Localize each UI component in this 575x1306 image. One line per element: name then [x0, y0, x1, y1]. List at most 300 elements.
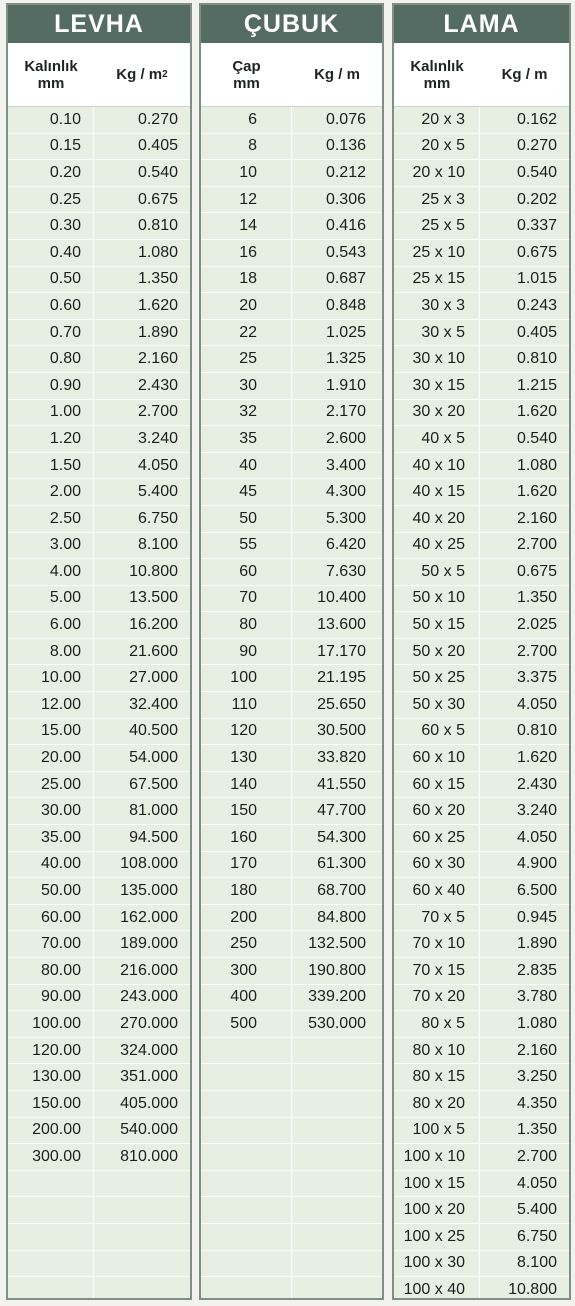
- table-row: [394, 985, 569, 1012]
- table-row: [8, 905, 190, 932]
- size-cell: 14: [201, 213, 292, 239]
- table-row: [8, 213, 190, 240]
- table-row: [8, 533, 190, 560]
- size-cell: 100 x 15: [394, 1171, 480, 1197]
- table-row: [394, 426, 569, 453]
- table-row: [394, 852, 569, 879]
- table-row: [201, 1011, 382, 1038]
- weight-cell: 1.890: [516, 935, 557, 953]
- table-row: [8, 559, 190, 586]
- weight-cell: 0.810: [516, 722, 557, 740]
- weight-cell: 190.800: [308, 961, 366, 979]
- size-cell: 50 x 25: [394, 665, 480, 691]
- size-cell: 6: [201, 107, 292, 133]
- size-cell: 100 x 10: [394, 1144, 480, 1170]
- table-row: [394, 958, 569, 985]
- size-cell: 140: [201, 772, 292, 798]
- table-row: [201, 559, 382, 586]
- weight-cell: 3.780: [516, 988, 557, 1006]
- size-cell: 0.50: [8, 267, 94, 293]
- empty-row: [201, 1224, 382, 1251]
- table-row: [201, 905, 382, 932]
- size-cell: 80 x 10: [394, 1038, 480, 1064]
- size-cell: 8.00: [8, 639, 94, 665]
- table-row: [394, 1224, 569, 1251]
- empty-cell: [8, 1197, 94, 1223]
- table-row: [394, 1091, 569, 1118]
- size-cell: 130: [201, 745, 292, 771]
- size-cell: 80 x 20: [394, 1091, 480, 1117]
- size-cell: 400: [201, 985, 292, 1011]
- table-row: [394, 346, 569, 373]
- size-cell: 0.10: [8, 107, 94, 133]
- weight-cell: 21.600: [129, 642, 178, 660]
- levha-weight-header: Kg / m 2: [116, 66, 168, 83]
- weight-cell: 0.405: [516, 323, 557, 341]
- weight-cell: 4.050: [137, 456, 178, 474]
- table-row: [201, 479, 382, 506]
- weight-cell: 1.080: [516, 456, 557, 474]
- table-row: [394, 506, 569, 533]
- weight-cell: 270.000: [120, 1014, 178, 1032]
- size-cell: 0.70: [8, 320, 94, 346]
- size-cell: 30 x 15: [394, 373, 480, 399]
- weight-cell: 0.136: [325, 137, 366, 155]
- weight-cell: 530.000: [308, 1014, 366, 1032]
- size-cell: 5.00: [8, 586, 94, 612]
- table-row: [394, 612, 569, 639]
- empty-row: [201, 1171, 382, 1198]
- size-cell: 120.00: [8, 1038, 94, 1064]
- lama-column-headers: [394, 43, 569, 107]
- weight-cell: 1.325: [325, 350, 366, 368]
- weight-cell: 162.000: [120, 908, 178, 926]
- size-cell: 60 x 20: [394, 798, 480, 824]
- weight-cell: 351.000: [120, 1068, 178, 1086]
- weight-cell: 0.810: [137, 217, 178, 235]
- weight-cell: 135.000: [120, 882, 178, 900]
- weight-cell: 3.250: [516, 1068, 557, 1086]
- table-row: [201, 692, 382, 719]
- size-cell: 40 x 25: [394, 533, 480, 559]
- size-cell: 0.20: [8, 160, 94, 186]
- table-row: [8, 985, 190, 1012]
- table-row: [394, 692, 569, 719]
- table-row: [394, 320, 569, 347]
- table-row: [201, 134, 382, 161]
- table-row: [201, 213, 382, 240]
- table-row: [201, 612, 382, 639]
- size-cell: 70 x 10: [394, 931, 480, 957]
- weight-cell: 30.500: [317, 722, 366, 740]
- table-row: [394, 1251, 569, 1278]
- size-cell: 20.00: [8, 745, 94, 771]
- table-row: [201, 320, 382, 347]
- table-row: [394, 719, 569, 746]
- weight-cell: 1.080: [516, 1014, 557, 1032]
- table-row: [8, 479, 190, 506]
- size-cell: 40 x 15: [394, 479, 480, 505]
- empty-cell: [292, 1038, 382, 1064]
- table-row: [394, 1038, 569, 1065]
- size-cell: 300.00: [8, 1144, 94, 1170]
- weight-cell: 5.400: [516, 1201, 557, 1219]
- empty-cell: [292, 1144, 382, 1170]
- empty-cell: [201, 1277, 292, 1300]
- weight-cell: 13.600: [317, 616, 366, 634]
- table-row: [8, 107, 190, 134]
- weight-cell: 4.050: [516, 695, 557, 713]
- empty-cell: [292, 1171, 382, 1197]
- weight-cell: 0.675: [516, 562, 557, 580]
- weight-cell: 1.015: [516, 270, 557, 288]
- weight-cell: 3.240: [516, 802, 557, 820]
- weight-cell: 0.212: [325, 163, 366, 181]
- table-row: [8, 878, 190, 905]
- table-row: [394, 453, 569, 480]
- table-row: [201, 878, 382, 905]
- weight-cell: 68.700: [317, 882, 366, 900]
- size-cell: 20 x 10: [394, 160, 480, 186]
- size-cell: 30 x 5: [394, 320, 480, 346]
- table-row: [8, 719, 190, 746]
- size-cell: 20: [201, 293, 292, 319]
- size-cell: 150.00: [8, 1091, 94, 1117]
- size-cell: 6.00: [8, 612, 94, 638]
- size-cell: 50 x 10: [394, 586, 480, 612]
- size-cell: 0.25: [8, 187, 94, 213]
- table-row: [8, 400, 190, 427]
- size-cell: 1.20: [8, 426, 94, 452]
- table-row: [394, 1277, 569, 1300]
- empty-cell: [292, 1064, 382, 1090]
- weight-cell: 54.000: [129, 749, 178, 767]
- table-row: [394, 1064, 569, 1091]
- weight-cell: 2.160: [516, 1041, 557, 1059]
- weight-cell: 40.500: [129, 722, 178, 740]
- weight-cell: 10.400: [317, 589, 366, 607]
- empty-cell: [8, 1224, 94, 1250]
- table-row: [8, 320, 190, 347]
- size-cell: 100.00: [8, 1011, 94, 1037]
- size-cell: 60: [201, 559, 292, 585]
- table-row: [394, 665, 569, 692]
- weight-cell: 243.000: [120, 988, 178, 1006]
- size-cell: 10.00: [8, 665, 94, 691]
- table-row: [201, 187, 382, 214]
- size-cell: 0.80: [8, 346, 94, 372]
- weight-cell: 2.430: [137, 376, 178, 394]
- table-row: [8, 612, 190, 639]
- weight-cell: 67.500: [129, 775, 178, 793]
- size-cell: 60 x 5: [394, 719, 480, 745]
- weight-cell: 0.270: [516, 137, 557, 155]
- weight-cell: 2.700: [137, 403, 178, 421]
- table-row: [201, 240, 382, 267]
- empty-row: [201, 1064, 382, 1091]
- table-row: [201, 958, 382, 985]
- table-row: [394, 373, 569, 400]
- levha-column-headers: [8, 43, 190, 107]
- table-row: [394, 798, 569, 825]
- table-row: [8, 798, 190, 825]
- size-cell: 25 x 5: [394, 213, 480, 239]
- size-cell: 15.00: [8, 719, 94, 745]
- size-cell: 8: [201, 134, 292, 160]
- weight-cell: 4.900: [516, 855, 557, 873]
- weight-cell: 4.050: [516, 1174, 557, 1192]
- empty-row: [201, 1144, 382, 1171]
- size-cell: 70 x 15: [394, 958, 480, 984]
- weight-cell: 339.200: [308, 988, 366, 1006]
- table-row: [394, 1011, 569, 1038]
- weight-cell: 1.620: [516, 403, 557, 421]
- size-cell: 30 x 3: [394, 293, 480, 319]
- size-cell: 50: [201, 506, 292, 532]
- weight-cell: 2.025: [516, 616, 557, 634]
- size-cell: 40.00: [8, 852, 94, 878]
- weight-cell: 8.100: [137, 536, 178, 554]
- table-row: [8, 1118, 190, 1145]
- empty-cell: [94, 1197, 190, 1223]
- table-row: [394, 160, 569, 187]
- size-cell: 40: [201, 453, 292, 479]
- empty-row: [8, 1277, 190, 1300]
- table-row: [8, 160, 190, 187]
- table-row: [394, 745, 569, 772]
- table-row: [201, 639, 382, 666]
- empty-row: [8, 1251, 190, 1278]
- weight-cell: 3.375: [516, 669, 557, 687]
- table-row: [394, 107, 569, 134]
- empty-cell: [8, 1171, 94, 1197]
- table-row: [394, 586, 569, 613]
- size-cell: 50 x 5: [394, 559, 480, 585]
- size-cell: 110: [201, 692, 292, 718]
- weight-cell: 405.000: [120, 1094, 178, 1112]
- empty-cell: [292, 1251, 382, 1277]
- cubuk-rows: [201, 107, 382, 1300]
- size-cell: 30 x 10: [394, 346, 480, 372]
- weight-cell: 189.000: [120, 935, 178, 953]
- weight-cell: 0.162: [516, 110, 557, 128]
- size-cell: 2.50: [8, 506, 94, 532]
- weight-cell: 1.620: [516, 483, 557, 501]
- size-cell: 130.00: [8, 1064, 94, 1090]
- table-row: [394, 187, 569, 214]
- size-cell: 60 x 25: [394, 825, 480, 851]
- weight-cell: 1.025: [325, 323, 366, 341]
- empty-cell: [201, 1038, 292, 1064]
- cubuk-title: ÇUBUK: [201, 5, 382, 43]
- table-row: [8, 1091, 190, 1118]
- table-row: [394, 400, 569, 427]
- table-row: [201, 506, 382, 533]
- weight-cell: 25.650: [317, 695, 366, 713]
- weight-cell: 10.800: [508, 1280, 557, 1298]
- weight-cell: 2.835: [516, 961, 557, 979]
- empty-cell: [8, 1251, 94, 1277]
- weight-cell: 2.160: [516, 509, 557, 527]
- empty-row: [201, 1197, 382, 1224]
- table-row: [8, 267, 190, 294]
- table-row: [8, 1144, 190, 1171]
- empty-cell: [201, 1171, 292, 1197]
- size-cell: 170: [201, 852, 292, 878]
- weight-cell: 0.243: [516, 296, 557, 314]
- weight-cell: 41.550: [317, 775, 366, 793]
- size-cell: 80: [201, 612, 292, 638]
- table-row: [8, 772, 190, 799]
- table-row: [394, 1144, 569, 1171]
- size-cell: 40 x 20: [394, 506, 480, 532]
- size-cell: 50 x 30: [394, 692, 480, 718]
- table-row: [394, 293, 569, 320]
- lama-rows: [394, 107, 569, 1300]
- weight-cell: 1.910: [325, 376, 366, 394]
- table-row: [201, 373, 382, 400]
- weight-cell: 5.400: [137, 483, 178, 501]
- table-row: [394, 134, 569, 161]
- empty-row: [8, 1224, 190, 1251]
- weight-cell: 0.675: [137, 190, 178, 208]
- empty-cell: [201, 1251, 292, 1277]
- size-cell: 160: [201, 825, 292, 851]
- weight-cell: 4.050: [516, 828, 557, 846]
- weight-cell: 84.800: [317, 908, 366, 926]
- size-cell: 10: [201, 160, 292, 186]
- size-cell: 180: [201, 878, 292, 904]
- weight-cell: 3.400: [325, 456, 366, 474]
- lama-title: LAMA: [394, 5, 569, 43]
- cubuk-table: [199, 3, 384, 1300]
- empty-row: [8, 1171, 190, 1198]
- lama-weight-header: Kg / m: [501, 66, 548, 83]
- size-cell: 40 x 5: [394, 426, 480, 452]
- size-cell: 90: [201, 639, 292, 665]
- weight-cell: 4.350: [516, 1094, 557, 1112]
- size-cell: 30: [201, 373, 292, 399]
- weight-cell: 2.700: [516, 536, 557, 554]
- weight-cell: 1.890: [137, 323, 178, 341]
- cubuk-column-headers: [201, 43, 382, 107]
- weight-cell: 2.700: [516, 642, 557, 660]
- table-row: [8, 187, 190, 214]
- size-cell: 25 x 10: [394, 240, 480, 266]
- table-row: [394, 1197, 569, 1224]
- table-row: [394, 878, 569, 905]
- weight-cell: 3.240: [137, 429, 178, 447]
- table-row: [8, 134, 190, 161]
- size-cell: 100: [201, 665, 292, 691]
- table-row: [8, 639, 190, 666]
- size-cell: 50 x 20: [394, 639, 480, 665]
- size-cell: 2.00: [8, 479, 94, 505]
- table-row: [201, 985, 382, 1012]
- cubuk-weight-header: Kg / m: [314, 66, 360, 83]
- table-row: [394, 931, 569, 958]
- empty-cell: [201, 1197, 292, 1223]
- table-row: [8, 506, 190, 533]
- table-row: [394, 479, 569, 506]
- weight-cell: 0.810: [516, 350, 557, 368]
- size-cell: 200: [201, 905, 292, 931]
- size-cell: 4.00: [8, 559, 94, 585]
- weight-cell: 2.600: [325, 429, 366, 447]
- size-cell: 22: [201, 320, 292, 346]
- table-row: [201, 453, 382, 480]
- weight-cell: 2.170: [325, 403, 366, 421]
- table-row: [394, 559, 569, 586]
- weight-cell: 5.300: [325, 509, 366, 527]
- weight-cell: 1.620: [516, 749, 557, 767]
- size-cell: 70 x 5: [394, 905, 480, 931]
- table-row: [201, 533, 382, 560]
- size-cell: 60.00: [8, 905, 94, 931]
- size-cell: 70 x 20: [394, 985, 480, 1011]
- weight-cell: 1.080: [137, 243, 178, 261]
- weight-cell: 0.337: [516, 217, 557, 235]
- size-cell: 100 x 40: [394, 1277, 480, 1300]
- table-row: [394, 905, 569, 932]
- levha-title: LEVHA: [8, 5, 190, 43]
- table-row: [8, 692, 190, 719]
- weight-cell: 17.170: [317, 642, 366, 660]
- table-row: [8, 240, 190, 267]
- size-cell: 120: [201, 719, 292, 745]
- weight-cell: 6.500: [516, 882, 557, 900]
- weight-cell: 108.000: [120, 855, 178, 873]
- weight-cell: 4.300: [325, 483, 366, 501]
- weight-cell: 1.620: [137, 296, 178, 314]
- size-cell: 50 x 15: [394, 612, 480, 638]
- size-cell: 25.00: [8, 772, 94, 798]
- weight-cell: 27.000: [129, 669, 178, 687]
- size-cell: 0.40: [8, 240, 94, 266]
- table-row: [394, 267, 569, 294]
- weight-cell: 2.160: [137, 350, 178, 368]
- empty-row: [8, 1197, 190, 1224]
- weight-cell: 21.195: [317, 669, 366, 687]
- size-cell: 80 x 5: [394, 1011, 480, 1037]
- weight-cell: 0.202: [516, 190, 557, 208]
- size-cell: 45: [201, 479, 292, 505]
- weight-cell: 0.687: [325, 270, 366, 288]
- empty-cell: [94, 1251, 190, 1277]
- size-cell: 16: [201, 240, 292, 266]
- table-row: [8, 1038, 190, 1065]
- size-cell: 12.00: [8, 692, 94, 718]
- weight-cell: 61.300: [317, 855, 366, 873]
- weight-cell: 47.700: [317, 802, 366, 820]
- weight-cell: 8.100: [516, 1254, 557, 1272]
- size-cell: 70: [201, 586, 292, 612]
- table-row: [201, 772, 382, 799]
- size-cell: 60 x 40: [394, 878, 480, 904]
- size-cell: 1.50: [8, 453, 94, 479]
- size-cell: 1.00: [8, 400, 94, 426]
- size-cell: 12: [201, 187, 292, 213]
- table-row: [394, 533, 569, 560]
- table-row: [8, 586, 190, 613]
- size-cell: 0.90: [8, 373, 94, 399]
- weight-cell: 0.540: [137, 163, 178, 181]
- size-cell: 20 x 3: [394, 107, 480, 133]
- table-row: [201, 665, 382, 692]
- table-row: [201, 825, 382, 852]
- size-cell: 300: [201, 958, 292, 984]
- table-row: [201, 586, 382, 613]
